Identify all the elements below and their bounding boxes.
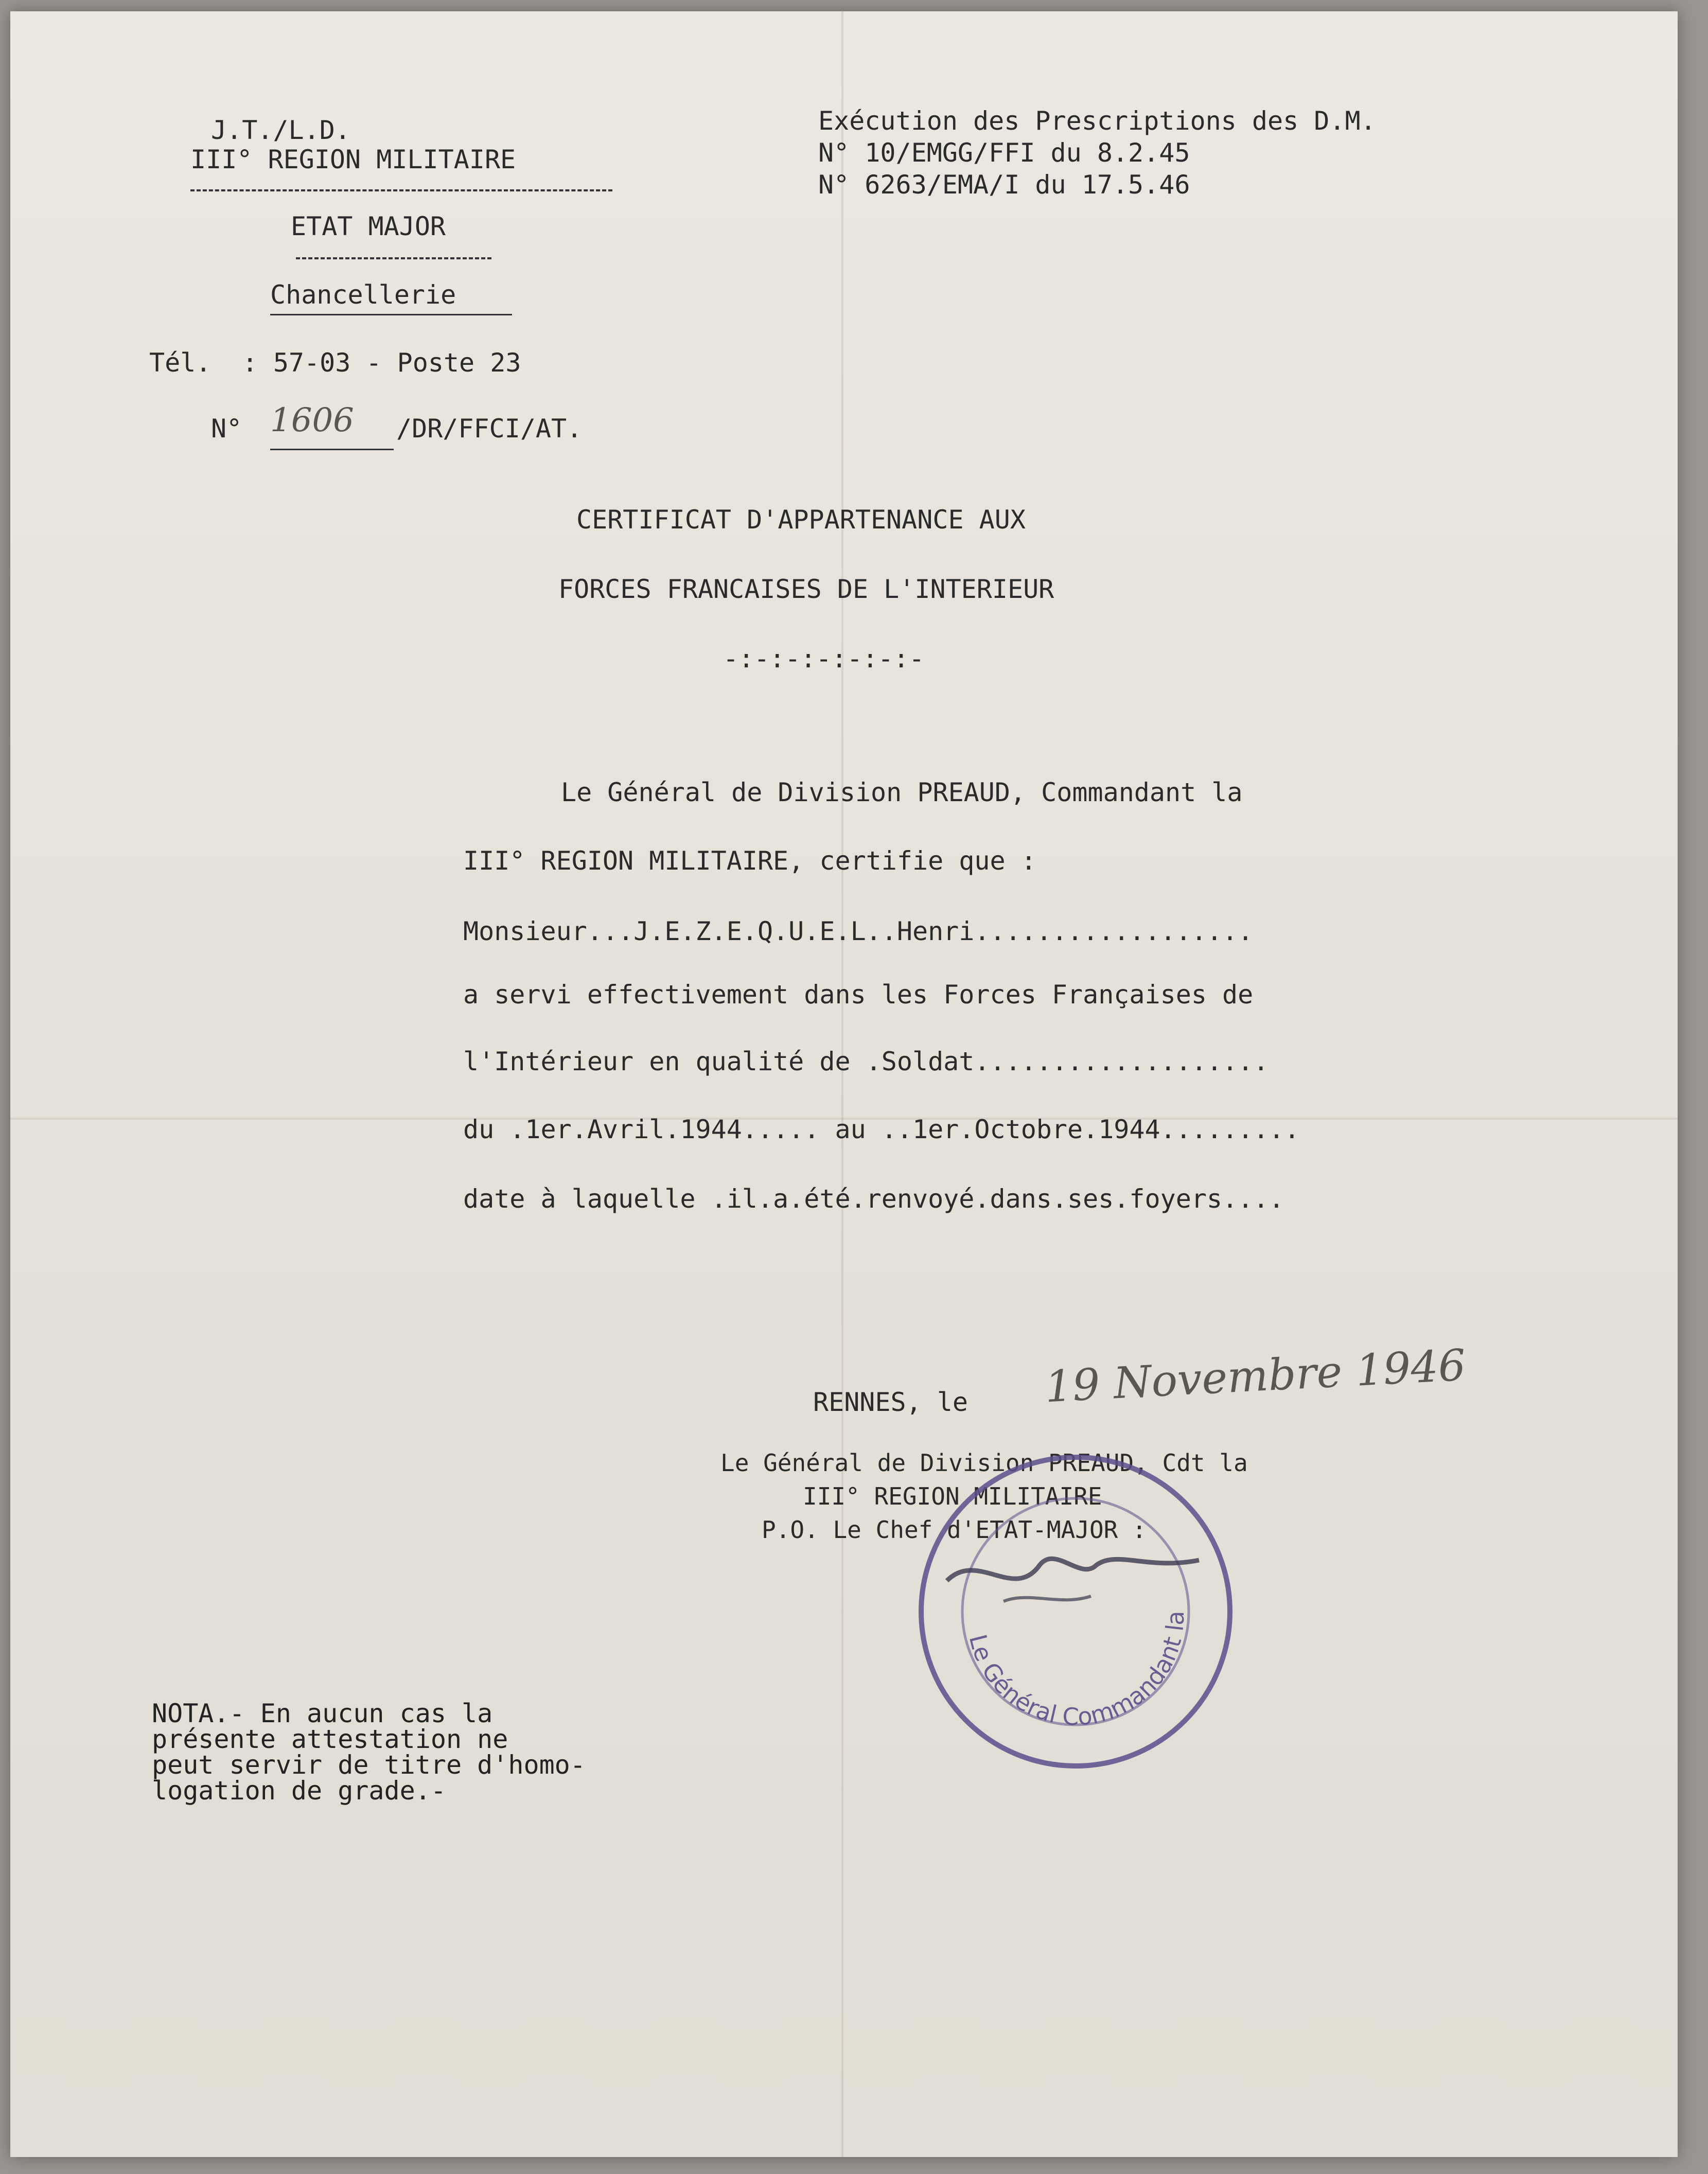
nota-line-4: logation de grade.- — [152, 1776, 446, 1806]
document-page — [10, 11, 1678, 2157]
body-line-1: Le Général de Division PREAUD, Commandant la — [561, 777, 1243, 807]
header-ref: J.T./L.D. — [211, 115, 350, 145]
official-stamp — [911, 1447, 1240, 1776]
fold-crease-vertical — [841, 11, 843, 2157]
body-line-4: a servi effectivement dans les Forces Françaises de — [463, 980, 1254, 1010]
body-line-5: l'Intérieur en qualité de .Soldat................... — [463, 1047, 1269, 1076]
header-phone: Tél. : 57-03 - Poste 23 — [149, 348, 521, 378]
nota-line-3: peut servir de titre d'homo- — [152, 1750, 586, 1780]
header-office: Chancellerie — [270, 280, 456, 310]
signature-line-2: III° REGION MILITAIRE — [803, 1482, 1102, 1510]
nota-line-1: NOTA.- En aucun cas la — [152, 1699, 493, 1728]
header-staff: ETAT MAJOR — [291, 211, 446, 241]
prescriptions-line3: N° 6263/EMA/I du 17.5.46 — [818, 170, 1190, 200]
office-underline — [270, 314, 512, 315]
header-divider — [190, 189, 612, 193]
reference-number-handwritten: 1606 — [270, 401, 354, 439]
signature-place: RENNES, le — [813, 1387, 969, 1417]
reference-number-suffix: /DR/FFCI/AT. — [396, 414, 583, 444]
signature-scrawl — [947, 1559, 1199, 1581]
signature-flourish — [1003, 1596, 1091, 1601]
reference-number-prefix: N° — [211, 414, 242, 444]
reference-underline — [270, 449, 394, 450]
body-line-6: du .1er.Avril.1944..... au ..1er.Octobre.1944......... — [463, 1115, 1300, 1144]
header-divider — [296, 257, 491, 261]
body-line-7: date à laquelle .il.a.été.renvoyé.dans.ses.foyers.... — [463, 1184, 1284, 1214]
prescriptions-line2: N° 10/EMGG/FFI du 8.2.45 — [818, 138, 1190, 168]
signature-line-3: P.O. Le Chef d'ETAT-MAJOR : — [762, 1516, 1147, 1544]
nota-block — [152, 1701, 586, 1804]
signature-line-1: Le Général de Division PREAUD, Cdt la — [720, 1449, 1248, 1477]
stamp-text: Le Général Commandant la — [963, 1611, 1190, 1731]
nota-line-2: présente attestation ne — [152, 1724, 508, 1754]
certificate-title-line2: FORCES FRANCAISES DE L'INTERIEUR — [558, 574, 1054, 604]
prescriptions-line1: Exécution des Prescriptions des D.M. — [818, 106, 1376, 136]
body-line-3: Monsieur...J.E.Z.E.Q.U.E.L..Henri.................. — [463, 916, 1254, 946]
certificate-title-line1: CERTIFICAT D'APPARTENANCE AUX — [576, 505, 1026, 535]
body-line-2: III° REGION MILITAIRE, certifie que : — [463, 846, 1036, 876]
header-region: III° REGION MILITAIRE — [190, 145, 516, 174]
signature-date-handwritten: 19 Novembre 1946 — [1043, 1339, 1467, 1412]
title-separator: -:-:-:-:-:-:- — [723, 644, 925, 674]
